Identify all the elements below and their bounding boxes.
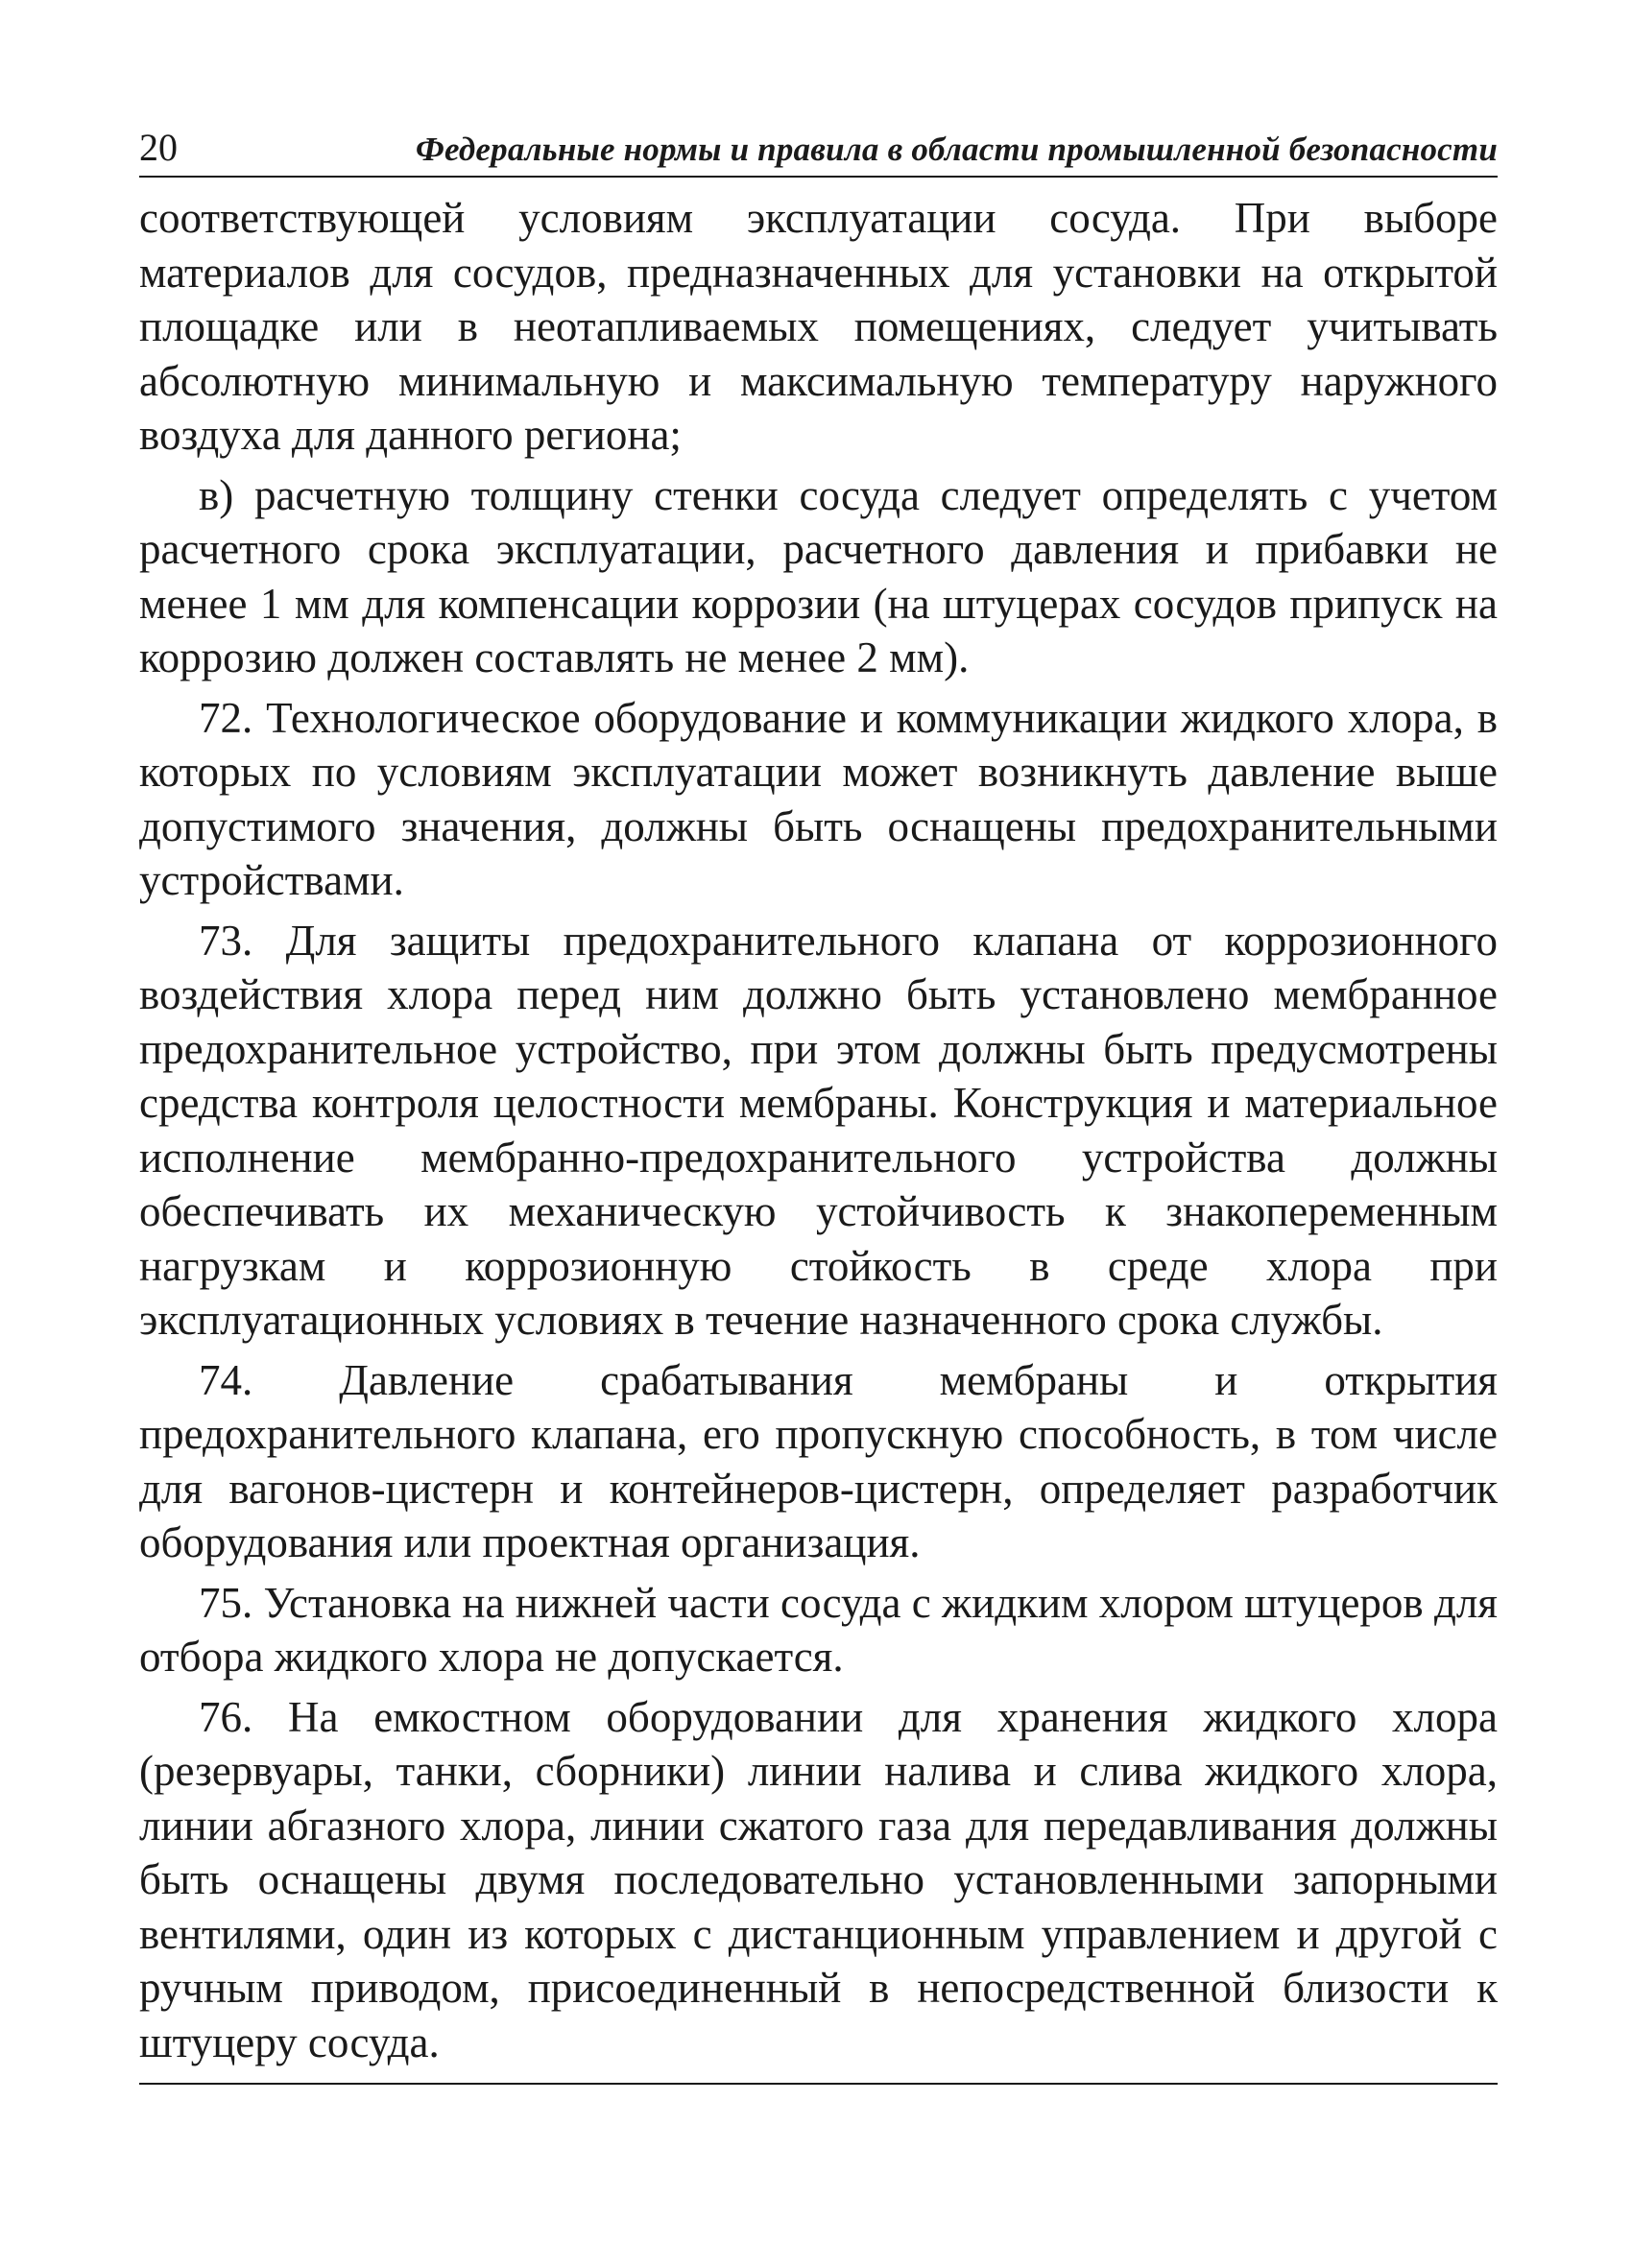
paragraph-72: 72. Технологическое оборудование и коммуникации жидкого хлора, в которых по условиям эксплуатации может возникнуть давление выше допустимого значения, должны быть оснащены предохранительными устройствами.	[139, 693, 1498, 904]
paragraph-75: 75. Установка на нижней части сосуда с жидким хлором штуцеров для отбора жидкого хлора не допускается.	[139, 1578, 1498, 1681]
body-text	[139, 191, 1498, 2069]
document-page	[139, 125, 1498, 2085]
paragraph-item-v: в) расчетную толщину стенки сосуда следует определять с учетом расчетного срока эксплуатации, расчетного давления и прибавки не менее 1 мм для компенсации коррозии (на штуцерах сосудов припуск на коррозию должен составлять не менее 2 мм).	[139, 470, 1498, 681]
paragraph-73: 73. Для защиты предохранительного клапана от коррозионного воздействия хлора перед ним должно быть установлено мембранное предохранительное устройство, при этом должны быть предусмотрены средства контроля целостности мембраны. Конструкция и материальное исполнение мембранно-предохранительного устройства должны обеспечивать их механическую устойчивость к знакопеременным нагрузкам и коррозионную стойкость в среде хлора при эксплуатационных условиях в течение назначенного срока службы.	[139, 916, 1498, 1344]
running-title: Федеральные нормы и правила в области промышленной безопасности	[416, 131, 1498, 168]
paragraph-74: 74. Давление срабатывания мембраны и открытия предохранительного клапана, его пропускную способность, в том числе для вагонов-цистерн и контейнеров-цистерн, определяет разработчик оборудования или проектная организация.	[139, 1355, 1498, 1566]
page-number: 20	[139, 126, 178, 169]
bottom-rule	[139, 2083, 1498, 2085]
running-header	[139, 125, 1498, 178]
paragraph-76: 76. На емкостном оборудовании для хранения жидкого хлора (резервуары, танки, сборники) линии налива и слива жидкого хлора, линии абгазного хлора, линии сжатого газа для передавливания должны быть оснащены двумя последовательно установленными запорными вентилями, один из которых с дистанционным управлением и другой с ручным приводом, присоединенный в непосредственной близости к штуцеру сосуда.	[139, 1692, 1498, 2066]
paragraph-continuation: соответствующей условиям эксплуатации сосуда. При выборе материалов для сосудов, предназначенных для установки на открытой площадке или в неотапливаемых помещениях, следует учитывать абсолютную минимальную и максимальную температуру наружного воздуха для данного региона;	[139, 194, 1498, 459]
